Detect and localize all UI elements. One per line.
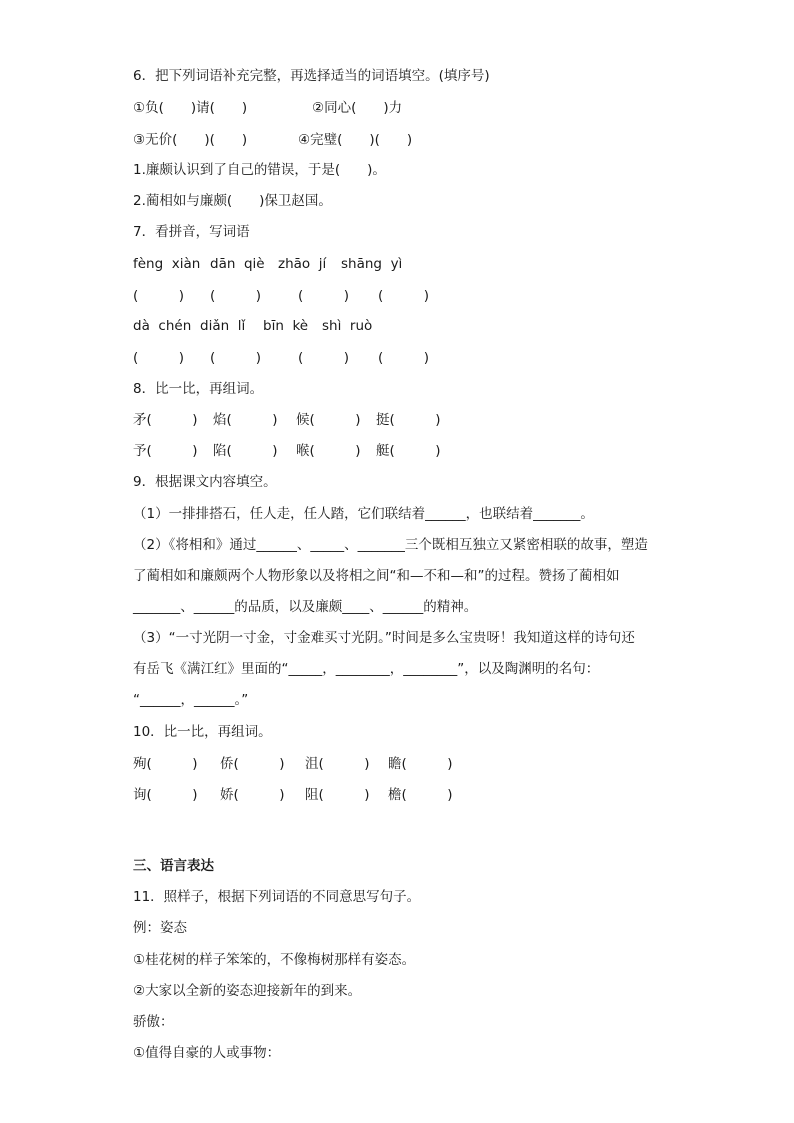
q7-box: ( ) [378, 350, 430, 366]
q7-pinyin-5: dà chén [133, 318, 192, 334]
q8-word: 矛( ) [133, 412, 198, 428]
q7-pinyin-6: diǎn lǐ [200, 318, 246, 334]
q11-example-label: 例：姿态 [133, 920, 187, 936]
q10-word: 檐( ) [388, 787, 453, 803]
q9-para-2c: _______、______的品质，以及廉颇____、______的精神。 [133, 599, 478, 615]
q7-pinyin-8: shì ruò [322, 318, 373, 334]
q7-box: ( ) [133, 288, 185, 304]
q9-para-1: （1）一排排搭石，任人走，任人踏，它们联结着______，也联结着_______。 [133, 506, 594, 522]
q7-pinyin-2: dān qiè [210, 256, 265, 272]
q9-para-3c: “______，______。” [133, 692, 249, 708]
q6-blank-2: 2.蔺相如与廉颇( )保卫赵国。 [133, 193, 332, 209]
q7-box: ( ) [378, 288, 430, 304]
q11-example-1: ①桂花树的样子笨笨的，不像梅树那样有姿态。 [133, 952, 416, 968]
q10-word: 询( ) [133, 787, 198, 803]
q8-word: 候( ) [296, 412, 361, 428]
q9-para-2a: （2）《将相和》通过______、_____、_______三个既相互独立又紧密相联的故事，塑造 [133, 537, 648, 553]
q8-word: 焰( ) [213, 412, 278, 428]
q11-word: 骄傲： [133, 1014, 174, 1030]
q10-title: 10．比一比，再组词。 [133, 724, 272, 740]
q9-para-3b: 有岳飞《满江红》里面的“_____，________，________”，以及陶渊明的名句： [133, 661, 600, 677]
q7-pinyin-3: zhāo jí [278, 256, 327, 272]
q8-word: 艇( ) [376, 443, 441, 459]
q10-word: 阻( ) [305, 787, 370, 803]
q7-box: ( ) [210, 350, 262, 366]
q6-item-1: ①负( )请( ) [133, 100, 248, 116]
q10-word: 沮( ) [305, 756, 370, 772]
q11-definition-1: ①值得自豪的人或事物： [133, 1045, 281, 1061]
q7-box: ( ) [133, 350, 185, 366]
q8-word: 予( ) [133, 443, 198, 459]
q7-box: ( ) [210, 288, 262, 304]
q6-item-2: ②同心( )力 [312, 100, 403, 116]
q10-word: 殉( ) [133, 756, 198, 772]
q9-para-3a: （3）“一寸光阴一寸金，寸金难买寸光阴。”时间是多么宝贵呀！我知道这样的诗句还 [133, 630, 635, 646]
q8-word: 挺( ) [376, 412, 441, 428]
q10-word: 娇( ) [220, 787, 285, 803]
q7-title: 7．看拼音，写词语 [133, 224, 250, 240]
section-3-heading: 三、语言表达 [133, 858, 214, 874]
q10-word: 瞻( ) [388, 756, 453, 772]
q8-title: 8．比一比，再组词。 [133, 381, 264, 397]
q11-example-2: ②大家以全新的姿态迎接新年的到来。 [133, 983, 362, 999]
q7-box: ( ) [298, 350, 350, 366]
q8-word: 陷( ) [213, 443, 278, 459]
q6-title: 6．把下列词语补充完整，再选择适当的词语填空。(填序号) [133, 68, 490, 84]
q6-blank-1: 1.廉颇认识到了自己的错误，于是( )。 [133, 162, 386, 178]
q9-para-2b: 了蔺相如和廉颇两个人物形象以及将相之间“和—不和—和”的过程。赞扬了蔺相如 [133, 568, 620, 584]
q7-pinyin-4: shāng yì [341, 256, 403, 272]
q9-title: 9．根据课文内容填空。 [133, 474, 277, 490]
q6-item-4: ④完璧( )( ) [298, 132, 413, 148]
q8-word: 喉( ) [296, 443, 361, 459]
q11-title: 11．照样子，根据下列词语的不同意思写句子。 [133, 889, 421, 905]
q10-word: 侨( ) [220, 756, 285, 772]
q7-pinyin-7: bīn kè [263, 318, 309, 334]
q7-pinyin-1: fèng xiàn [133, 256, 201, 272]
q7-box: ( ) [298, 288, 350, 304]
q6-item-3: ③无价( )( ) [133, 132, 248, 148]
